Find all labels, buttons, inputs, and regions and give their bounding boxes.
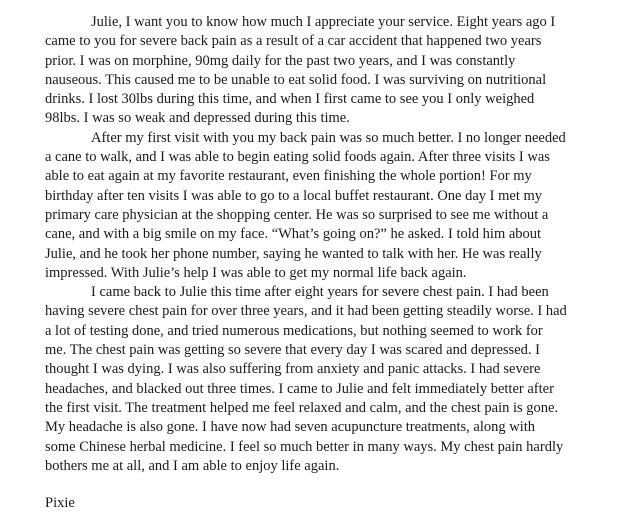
paragraph-chest-pain — [45, 283, 604, 476]
text-line: headaches, and blacked out three times. I came to Julie and felt immediately better after — [45, 380, 554, 397]
signature — [45, 494, 604, 513]
text-line: a lot of testing done, and tried numerous medications, but nothing seemed to work for — [45, 322, 543, 339]
text-line: the first visit. The treatment helped me feel relaxed and calm, and the chest pain is gone. — [45, 399, 559, 416]
text-line: nauseous. This caused me to be unable to eat solid food. I was surviving on nutritional — [45, 71, 547, 88]
text-line: impressed. With Julie’s help I was able to get my normal life back again. — [45, 264, 467, 281]
text-line: me. The chest pain was getting so severe that every day I was scared and depressed. I — [45, 342, 540, 359]
text-line: birthday after ten visits I was able to go to a local buffet restaurant. One day I met my — [45, 187, 543, 204]
text-line: 98lbs. I was so weak and depressed during this time. — [45, 110, 350, 127]
signature-name: Pixie — [45, 495, 75, 512]
text-line: bothers me at all, and I am able to enjoy life again. — [45, 457, 340, 474]
paragraph-recovery — [45, 129, 604, 283]
text-line: some Chinese herbal medicine. I feel so much better in many ways. My chest pain hardly — [45, 438, 564, 455]
text-line: Julie, and he took her phone number, saying he wanted to talk with her. He was really — [45, 245, 542, 262]
text-line: thought I was dying. I was also suffering from anxiety and panic attacks. I had severe — [45, 361, 541, 378]
text-line: After my first visit with you my back pain was so much better. I no longer needed — [91, 129, 566, 146]
text-line: drinks. I lost 30lbs during this time, and when I first came to see you I only weighed — [45, 91, 535, 108]
text-line: prior. I was on morphine, 90mg daily for the past two years, and I was constantly — [45, 52, 516, 69]
text-line: cane, and with a big smile on my face. “What’s going on?” he asked. I told him about — [45, 226, 542, 243]
text-line: able to eat again at my favorite restaurant, even finishing the whole portion! For my — [45, 168, 532, 185]
text-line: having severe chest pain for over three years, and it had been getting steadily worse. I had — [45, 303, 567, 320]
text-line: primary care physician at the shopping center. He was so surprised to see me without a — [45, 206, 549, 223]
text-line: a cane to walk, and I was able to begin eating solid foods again. After three visits I was — [45, 149, 550, 166]
paragraph-back-pain — [45, 13, 604, 129]
text-line: I came back to Julie this time after eight years for severe chest pain. I had been — [91, 284, 549, 301]
text-line: Julie, I want you to know how much I appreciate your service. Eight years ago I — [91, 14, 556, 30]
text-line: came to you for severe back pain as a result of a car accident that happened two years — [45, 33, 542, 50]
text-line: My headache is also gone. I have now had seven acupuncture treatments, along with — [45, 419, 536, 436]
